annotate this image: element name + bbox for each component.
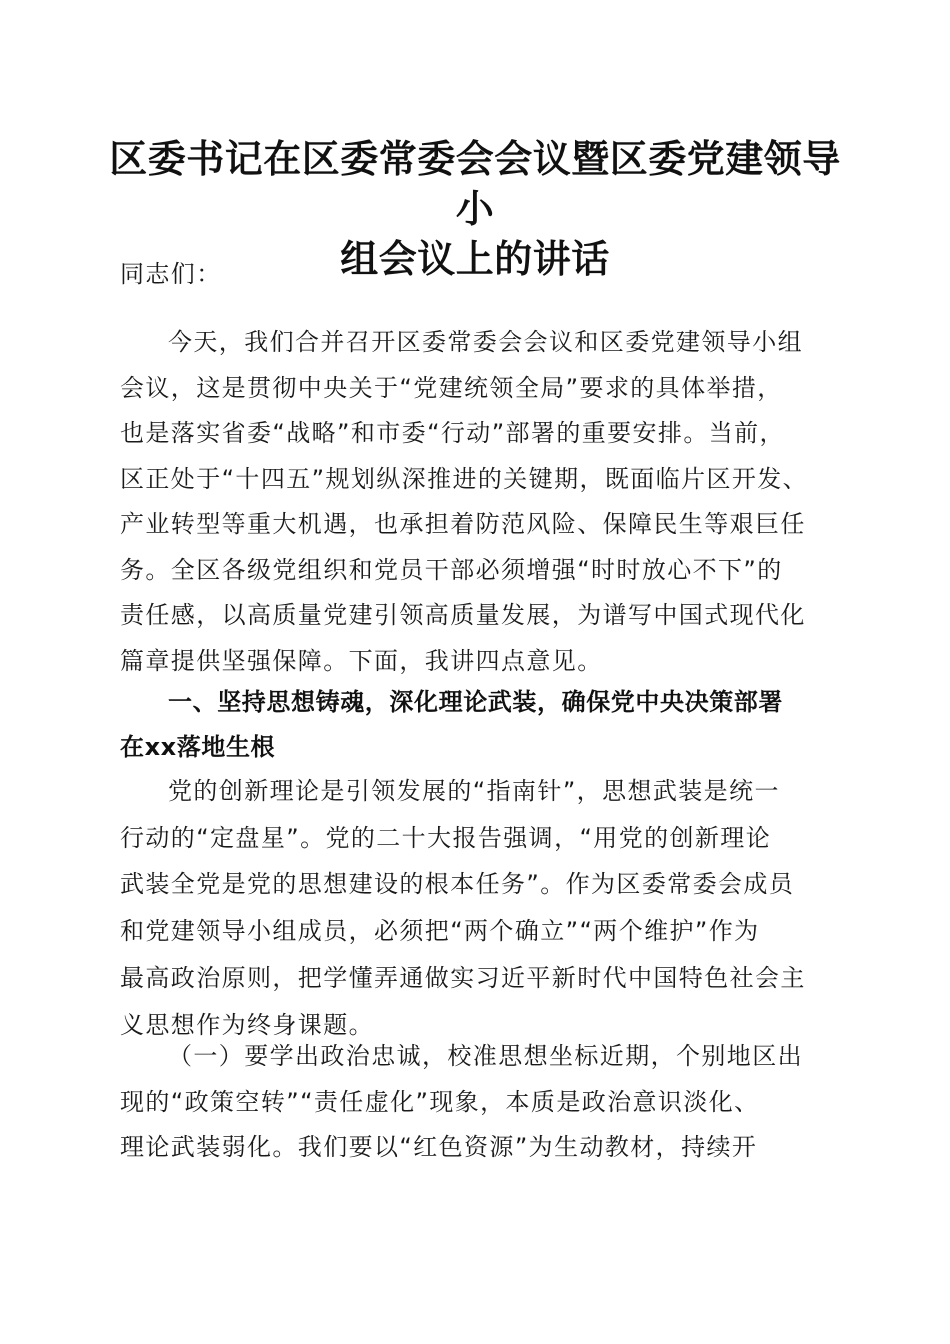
- paragraph-line: 责任感，以高质量党建引领高质量发展，为谱写中国式现代化: [120, 601, 806, 629]
- paragraph-line: 党的创新理论是引领发展的“指南针”，思想武装是统一: [168, 777, 780, 805]
- paragraph-line: 现的“政策空转”“责任虚化”现象，本质是政治意识淡化、: [120, 1087, 760, 1116]
- paragraph-line: （一）要学出政治忠诚，校准思想坐标近期，个别地区出: [168, 1042, 803, 1070]
- paragraph-line: 行动的“定盘星”。党的二十大报告强调，“用党的创新理论: [120, 823, 772, 852]
- paragraph-line: 最高政治原则，把学懂弄通做实习近平新时代中国特色社会主: [120, 963, 806, 992]
- paragraph-line: 产业转型等重大机遇，也承担着防范风险、保障民生等艰巨任: [120, 510, 806, 538]
- paragraph-line: 武装全党是党的思想建设的根本任务”。作为区委常委会成员: [120, 870, 795, 899]
- paragraph-line: 和党建领导小组成员，必须把“两个确立”“两个维护”作为: [120, 917, 760, 946]
- paragraph-theory: [120, 768, 830, 1048]
- paragraph-line: 务。全区各级党组织和党员干部必须增强“时时放心不下”的: [120, 555, 783, 584]
- paragraph-line: 也是落实省委“战略”和市委“行动”部署的重要安排。当前，: [120, 419, 785, 447]
- paragraph-subsection-1: [120, 1034, 830, 1171]
- title-line: 区委书记在区委常委会会议暨区委党建领导小: [109, 136, 841, 231]
- paragraph-intro: [120, 320, 830, 684]
- paragraph-line: 篇章提供坚强保障。下面，我讲四点意见。: [120, 646, 603, 675]
- paragraph-line: 今天，我们合并召开区委常委会会议和区委党建领导小组: [168, 328, 803, 356]
- paragraph-line: 区正处于“十四五”规划纵深推进的关键期，既面临片区开发、: [120, 464, 809, 493]
- title-line: 组会议上的讲话: [340, 236, 610, 281]
- greeting-text: 同志们：: [120, 260, 222, 288]
- greeting: [120, 254, 830, 294]
- paragraph-line: 理论武装弱化。我们要以“红色资源”为生动教材，持续开: [120, 1133, 758, 1161]
- paragraph-line: 会议，这是贯彻中央关于“党建统领全局”要求的具体举措，: [120, 373, 783, 402]
- section-heading-1: [120, 680, 830, 770]
- paragraph-line: 义思想作为终身课题。: [120, 1010, 374, 1039]
- heading-line: 在xx落地生根: [120, 733, 276, 761]
- heading-line: 一、坚持思想铸魂，深化理论武装，确保党中央决策部署: [168, 688, 783, 716]
